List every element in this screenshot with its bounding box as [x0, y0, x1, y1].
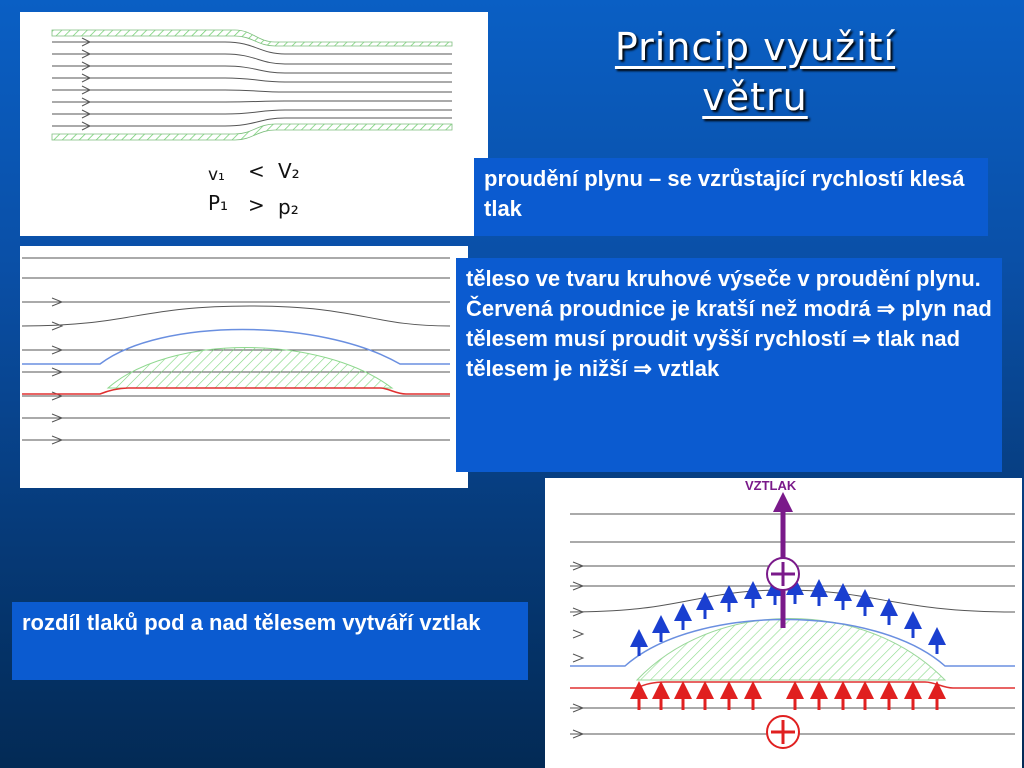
pipe-flow-diagram	[20, 12, 488, 236]
p1-label: P₁	[208, 191, 229, 215]
p2-label: p₂	[278, 195, 299, 219]
caption-pressure-difference: rozdíl tlaků pod a nad tělesem vytváří vztlak	[12, 602, 528, 680]
slide-title	[540, 22, 970, 122]
lift-force-diagram	[545, 478, 1022, 768]
caption-body-in-flow: těleso ve tvaru kruhové výseče v proudění plynu. Červená proudnice je kratší než modrá ⇒ plyn nad tělesem musí proudit vyšší rychlostí ⇒ tlak nad tělesem je nižší ⇒ vztlak	[456, 258, 1002, 472]
less-than-sign: <	[248, 159, 265, 183]
v2-label: V₂	[278, 159, 300, 183]
airfoil-streamline-diagram	[20, 246, 468, 488]
lift-label: VZTLAK	[745, 478, 797, 493]
greater-than-sign: >	[248, 193, 265, 217]
caption-flow-pressure: proudění plynu – se vzrůstající rychlostí klesá tlak	[474, 158, 988, 236]
v1-label: v₁	[208, 165, 225, 185]
slide-title-line-2: větru	[702, 75, 808, 119]
slide-title-line-1: Princip využití	[614, 25, 896, 69]
